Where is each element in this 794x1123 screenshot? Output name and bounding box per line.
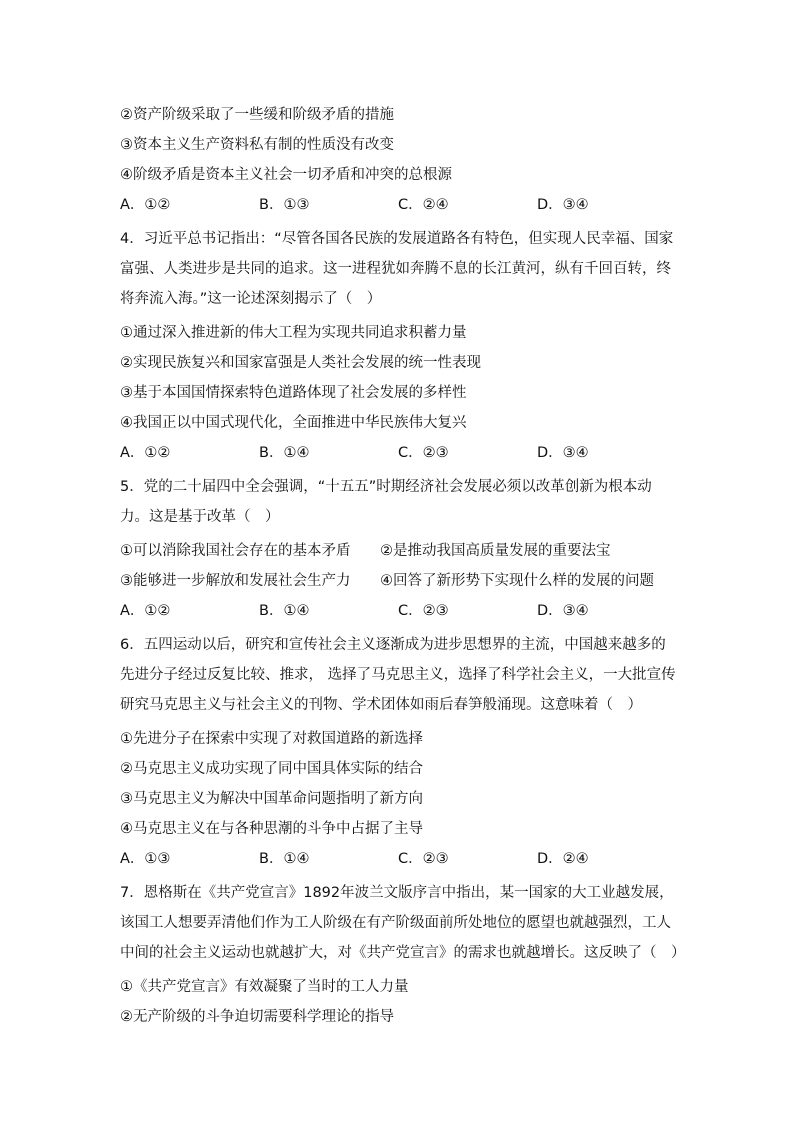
q5-option-a[interactable]: A．①②	[120, 603, 171, 619]
q4-item-4: ④我国正以中国式现代化，全面推进中华民族伟大复兴	[120, 415, 467, 431]
q5-option-c[interactable]: C．②③	[398, 603, 449, 619]
q5-item-3: ③能够进一步解放和发展社会生产力	[120, 573, 351, 589]
q7-item-1: ①《共产党宣言》有效凝聚了当时的工人力量	[120, 979, 409, 995]
q3-item-2: ②资产阶级采取了一些缓和阶级矛盾的措施	[120, 107, 394, 123]
q5-block	[120, 472, 680, 626]
q7-item-2: ②无产阶级的斗争迫切需要科学理论的指导	[120, 1009, 394, 1025]
q6-item-2: ②马克思主义成功实现了同中国具体实际的结合	[120, 761, 423, 777]
exam-page	[120, 100, 686, 1032]
q6-option-d[interactable]: D．②④	[537, 851, 589, 867]
q5-items-row-2	[120, 566, 680, 596]
q4-item-1: ①通过深入推进新的伟大工程为实现共同追求积蓄力量	[120, 325, 467, 341]
q4-block	[120, 224, 680, 468]
q3-option-b[interactable]: B．①③	[259, 197, 310, 213]
q4-option-c[interactable]: C．②③	[398, 445, 449, 461]
q4-item-2: ②实现民族复兴和国家富强是人类社会发展的统一性表现	[120, 355, 481, 371]
q6-item-4: ④马克思主义在与各种思潮的斗争中占据了主导	[120, 821, 423, 837]
q3-item-4: ④阶级矛盾是资本主义社会一切矛盾和冲突的总根源	[120, 167, 452, 183]
q5-item-4: ④回答了新形势下实现什么样的发展的问题	[380, 573, 654, 589]
q4-option-a[interactable]: A．①②	[120, 445, 171, 461]
q6-option-b[interactable]: B．①④	[259, 851, 310, 867]
q3-options	[120, 190, 680, 220]
q5-option-d[interactable]: D．③④	[537, 603, 589, 619]
q5-item-1: ①可以消除我国社会存在的基本矛盾	[120, 543, 351, 559]
q5-option-b[interactable]: B．①④	[259, 603, 310, 619]
q3-item-3: ③资本主义生产资料私有制的性质没有改变	[120, 137, 394, 153]
q5-options	[120, 596, 680, 626]
q4-option-b[interactable]: B．①④	[259, 445, 310, 461]
q5-items-row-1	[120, 536, 680, 566]
q3-option-d[interactable]: D．③④	[537, 197, 589, 213]
q4-options	[120, 438, 680, 468]
q6-block	[120, 630, 680, 874]
q6-option-a[interactable]: A．①③	[120, 851, 171, 867]
q3-option-c[interactable]: C．②④	[398, 197, 449, 213]
q4-option-d[interactable]: D．③④	[537, 445, 589, 461]
q6-stem: 6．五四运动以后，研究和宣传社会主义逐渐成为进步思想界的主流，中国越来越多的先进分子经过反复比较、推求， 选择了马克思主义，选择了科学社会主义，一大批宣传研究马克思主义与社会主义的刊物、学术团体如雨后春笋般涌现。这意味着（ ）	[120, 637, 676, 713]
q3-option-a[interactable]: A．①②	[120, 197, 171, 213]
q7-stem: 7．恩格斯在《共产党宣言》1892年波兰文版序言中指出，某一国家的大工业越发展，该国工人想要弄清他们作为工人阶级在有产阶级面前所处地位的愿望也就越强烈，工人中间的社会主义运动也就越扩大，对《共产党宣言》的需求也就越增长。这反映了（ ）	[120, 885, 686, 961]
q6-options	[120, 844, 680, 874]
q4-stem: 4．习近平总书记指出：“尽管各国各民族的发展道路各有特色，但实现人民幸福、国家富强、人类进步是共同的追求。这一进程犹如奔腾不息的长江黄河，纵有千回百转，终将奔流入海。”这一论述深刻揭示了（ ）	[120, 231, 674, 307]
q6-item-3: ③马克思主义为解决中国革命问题指明了新方向	[120, 791, 423, 807]
q3-block	[120, 100, 680, 220]
q7-block	[120, 878, 686, 1032]
q6-item-1: ①先进分子在探索中实现了对救国道路的新选择	[120, 731, 423, 747]
q5-item-2: ②是推动我国高质量发展的重要法宝	[380, 543, 611, 559]
q5-stem: 5．党的二十届四中全会强调，“十五五”时期经济社会发展必须以改革创新为根本动力。这是基于改革（ ）	[120, 479, 652, 525]
q4-item-3: ③基于本国国情探索特色道路体现了社会发展的多样性	[120, 385, 467, 401]
q6-option-c[interactable]: C．②③	[398, 851, 449, 867]
